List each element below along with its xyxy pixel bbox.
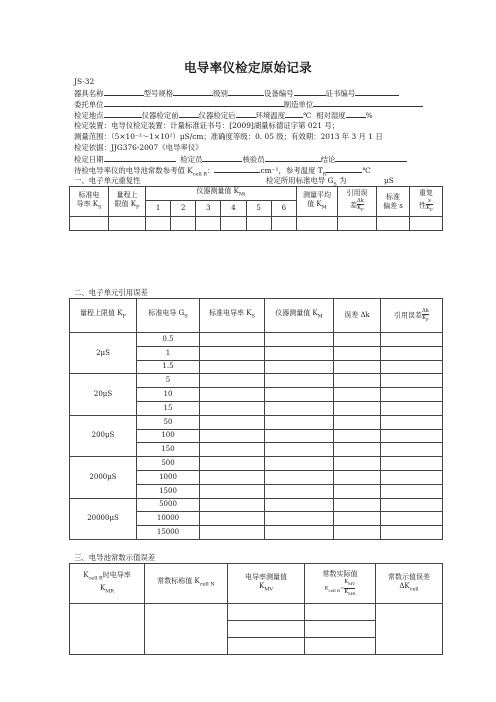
range-cell: 20000μS — [70, 498, 137, 539]
frac-actual — [344, 579, 355, 596]
th-reading-3: 3 — [196, 201, 221, 217]
cell-blank[interactable] — [200, 415, 265, 429]
frac-actual-den-k: K — [344, 588, 349, 595]
std-conductance-cell: 1 — [137, 346, 200, 360]
cell-blank[interactable] — [265, 388, 334, 402]
range-cell: 2000μS — [70, 457, 137, 498]
blank-verifier[interactable] — [202, 154, 242, 162]
th-reading-5: 5 — [246, 201, 271, 217]
th-rep-l2: 性 — [419, 202, 427, 210]
cell-blank[interactable] — [265, 415, 334, 429]
info-line-2 — [74, 99, 423, 110]
error-table-body — [70, 333, 443, 540]
cell-blank[interactable] — [334, 374, 381, 388]
cell-blank[interactable] — [200, 512, 265, 526]
cell-blank[interactable] — [381, 526, 443, 540]
th2-gs-text: 标准电导 G — [148, 309, 185, 318]
table-row — [70, 457, 443, 471]
label-after: 仪器检定后 — [198, 111, 236, 120]
th-std-conductivity-2 — [200, 299, 265, 333]
cell-blank[interactable] — [109, 217, 146, 231]
blank-location[interactable] — [104, 110, 142, 118]
cell-blank[interactable] — [200, 443, 265, 457]
std-conductance-cell: 5000 — [137, 498, 200, 512]
cell-blank[interactable] — [271, 217, 296, 231]
blank-humidity[interactable] — [346, 110, 366, 118]
frac-err2-den — [422, 315, 429, 323]
range-cell: 20μS — [70, 374, 137, 415]
th-range-l1: 量程上 — [116, 190, 138, 199]
info-line-7 — [74, 154, 407, 165]
table-row — [70, 498, 443, 512]
th-constant-error — [376, 564, 443, 604]
std-note-sub: S — [333, 181, 337, 188]
label-model: 型号规格 — [143, 89, 174, 98]
th-instrument-reading — [265, 299, 334, 333]
th-repeatability — [410, 187, 443, 217]
cell-blank[interactable] — [381, 484, 443, 498]
cell-blank[interactable] — [381, 374, 443, 388]
reference-error-table — [69, 298, 443, 540]
frac-err-num: Δk — [357, 198, 364, 205]
cell-blank[interactable] — [334, 512, 381, 526]
table-row — [70, 374, 443, 388]
colon: ： — [207, 166, 215, 175]
label-humidity: 相对湿度 — [316, 111, 346, 120]
frac-rep-num: s — [428, 198, 431, 205]
cell-blank[interactable] — [200, 346, 265, 360]
th-actual-constant: 常数实际值 $K_{cell R}=$ $\frac{K_{MV}}{K_{MR}}$ — [305, 564, 376, 604]
blank-before[interactable] — [179, 110, 199, 118]
cell-blank[interactable] — [145, 604, 228, 655]
th-avg-l1: 测量平均 — [303, 190, 331, 199]
cell-blank[interactable] — [228, 638, 305, 655]
frac-actual-num-sub: MV — [348, 581, 356, 587]
cell-blank[interactable] — [200, 388, 265, 402]
cell-blank[interactable] — [334, 484, 381, 498]
std-conductance-cell: 5 — [137, 374, 200, 388]
cell-constant-table — [69, 563, 443, 655]
th-range-l2: 限值 K — [114, 199, 136, 208]
label-instrument-name: 器具名称 — [74, 89, 104, 98]
th-std-sub: S — [98, 204, 102, 211]
cell-blank[interactable] — [381, 401, 443, 415]
std-conductance-cell: 15000 — [137, 526, 200, 540]
blank-cert-no[interactable] — [355, 88, 399, 96]
info-line-5: 测量范围：（5×10⁻²～1×10²）μS/cm；准确度等级：0. 05 级；有效期：2013 年 3 月 1 日 — [74, 132, 383, 141]
table-row — [70, 415, 443, 429]
cell-blank[interactable] — [265, 526, 334, 540]
cell-blank[interactable] — [305, 638, 376, 655]
cell-blank[interactable] — [171, 217, 196, 231]
std-conductance-cell: 1500 — [137, 484, 200, 498]
th3-nominal: 常数标称值 K — [157, 577, 200, 586]
cell-blank[interactable] — [265, 360, 334, 374]
th2-range-text: 量程上限值 K — [80, 309, 123, 318]
frac-actual-num-k: K — [344, 579, 349, 586]
cell-blank[interactable] — [381, 415, 443, 429]
cell-blank[interactable] — [265, 429, 334, 443]
doc-id: JS-32 — [74, 77, 95, 86]
th-nominal-constant — [145, 564, 228, 604]
cell-blank[interactable] — [146, 217, 171, 231]
cell-blank[interactable] — [381, 333, 443, 347]
cell-blank[interactable] — [334, 401, 381, 415]
std-conductance-cell: 0.5 — [137, 333, 200, 347]
frac-err2-num: Δk — [422, 307, 429, 314]
label-temp: 环境温度 — [255, 111, 286, 120]
table-row — [70, 333, 443, 347]
blank-client[interactable] — [104, 99, 284, 107]
cell-blank[interactable] — [334, 346, 381, 360]
th3-kmv: K — [259, 581, 265, 590]
label-before: 仪器检定前 — [141, 111, 179, 120]
th-avg-sub: M — [321, 204, 327, 211]
cell-blank[interactable] — [265, 333, 334, 347]
frac-err-den — [357, 205, 364, 213]
cell-blank[interactable] — [200, 374, 265, 388]
cell-blank[interactable] — [377, 217, 410, 231]
cell-blank[interactable] — [334, 526, 381, 540]
blank-cell-constant[interactable] — [214, 165, 260, 173]
th-reading-4: 4 — [221, 201, 246, 217]
cell-blank[interactable] — [265, 512, 334, 526]
frac-err-den-sub: F — [361, 207, 364, 213]
th3-k-sub: cell R — [88, 575, 103, 582]
repeatability-table — [69, 186, 443, 231]
cell-blank[interactable] — [334, 457, 381, 471]
range-cell: 200μS — [70, 415, 137, 456]
th-ref-error — [338, 187, 377, 217]
label-cell-constant: 待检电导率仪的电导池常数参考值 K — [74, 166, 193, 175]
label-manufacturer: 制造单位 — [283, 100, 314, 109]
sub-r: R — [322, 171, 327, 178]
blank-device-no[interactable] — [294, 88, 326, 96]
th2-km-sub: M — [317, 313, 323, 320]
cell-blank[interactable] — [246, 217, 271, 231]
th-k-at-cellr — [70, 564, 145, 604]
range-cell: 2μS — [70, 333, 137, 374]
cell-blank[interactable] — [200, 470, 265, 484]
cell-blank[interactable] — [334, 415, 381, 429]
frac-err2-den-sub: F — [426, 317, 429, 323]
blank-instrument-name[interactable] — [104, 88, 144, 96]
cell-blank[interactable] — [265, 484, 334, 498]
th3-nominal-sub: cell N — [199, 581, 215, 588]
label-conclusion: 结论 — [320, 155, 336, 164]
th2-km-text: 仪器测量值 K — [275, 309, 318, 318]
std-note-text: 检定所用标准电导 G — [266, 176, 334, 185]
th-avg-l2: 值 K — [307, 199, 322, 208]
frac-actual-num — [344, 579, 355, 588]
cell-blank[interactable] — [228, 621, 305, 638]
th3-dk-sub: cell — [409, 586, 419, 593]
blank-date[interactable] — [104, 154, 176, 162]
page-title: 电导率仪检定原始记录 — [183, 60, 312, 75]
th2-re-text: 引用误差 — [394, 311, 423, 320]
th-std-conductance — [137, 299, 200, 333]
cell-blank[interactable] — [334, 498, 381, 512]
cell-blank[interactable] — [70, 604, 145, 655]
th-readings — [146, 187, 297, 201]
cell-blank[interactable] — [265, 401, 334, 415]
label-ref-temp: cm⁻¹，参考温度 T — [260, 166, 323, 175]
cell-blank[interactable] — [297, 217, 338, 231]
cell-blank[interactable] — [381, 470, 443, 484]
frac-err2-den-k: K — [422, 314, 427, 321]
th-range-upper — [70, 299, 137, 333]
std-conductance-cell: 500 — [137, 457, 200, 471]
cell-blank[interactable] — [334, 333, 381, 347]
blank-checker[interactable] — [265, 154, 321, 162]
std-conductance-cell: 150 — [137, 443, 200, 457]
section-3-heading: 三、电导池常数示值误差 — [74, 553, 156, 562]
std-conductance-cell: 1000 — [137, 470, 200, 484]
th-rep-l1: 重复 — [419, 189, 433, 198]
cell-blank[interactable] — [70, 217, 109, 231]
cell-blank[interactable] — [334, 443, 381, 457]
th-std-l2: 导率 K — [76, 199, 99, 208]
cell-blank[interactable] — [265, 374, 334, 388]
cell-blank[interactable] — [381, 346, 443, 360]
frac-rep-den-k: K — [426, 205, 431, 212]
frac-err-den-k: K — [357, 205, 362, 212]
label-device-no: 设备编号 — [263, 89, 294, 98]
info-line-4: 检定装置：电导仪检定装置：计量标准证书号：[2009]湖量标德证字第 021 号； — [74, 121, 340, 130]
cell-blank[interactable] — [200, 360, 265, 374]
std-conductance-cell: 10000 — [137, 512, 200, 526]
std-conductance-cell: 10 — [137, 388, 200, 402]
frac-err-2 — [422, 308, 429, 323]
th-readings-text: 仪器测量值 K — [196, 187, 239, 196]
th3-dk: ΔK — [399, 581, 410, 590]
th-error-dk: 误差 Δk — [334, 299, 381, 333]
label-verifier: 检定员 — [180, 155, 203, 164]
info-line-3 — [74, 110, 373, 121]
cell-blank[interactable] — [200, 401, 265, 415]
label-location: 检定地点 — [74, 111, 104, 120]
label-grade: 级别 — [213, 89, 228, 98]
cell-blank[interactable] — [305, 604, 376, 621]
cell-blank[interactable] — [376, 604, 443, 655]
cell-blank[interactable] — [265, 470, 334, 484]
cell-blank[interactable] — [334, 388, 381, 402]
sub-cell-r: cell R — [192, 171, 208, 178]
std-conductance-cell: 100 — [137, 429, 200, 443]
cell-blank[interactable] — [381, 443, 443, 457]
th3-error: 常数示值误差 — [388, 572, 430, 581]
cell-blank[interactable] — [381, 457, 443, 471]
label-checker: 核验员 — [242, 155, 265, 164]
th3-kc-sub: cell R — [328, 588, 340, 594]
cell-blank[interactable] — [381, 388, 443, 402]
label-date: 检定日期 — [74, 155, 104, 164]
cell-blank[interactable] — [305, 621, 376, 638]
frac-rep — [426, 198, 433, 213]
cell-blank[interactable] — [410, 217, 443, 231]
cell-blank[interactable] — [338, 217, 377, 231]
th-err-l2: 差 — [350, 202, 358, 210]
cell-blank[interactable] — [200, 457, 265, 471]
unit-celsius: ℃ — [303, 111, 312, 120]
label-cert-no: 证书编号 — [325, 89, 356, 98]
frac-actual-den — [344, 589, 355, 597]
th3-measured: 电导率测量值 — [245, 572, 287, 581]
std-conductance-cell: 50 — [137, 415, 200, 429]
th3-actual: 常数实际值 — [322, 570, 358, 579]
th-sd-l2: 偏差 s — [383, 201, 403, 210]
std-note-tail: 为 — [336, 176, 347, 185]
label-client: 委托单位 — [74, 100, 104, 109]
th-std-conductivity — [70, 187, 109, 217]
cell-blank[interactable] — [334, 360, 381, 374]
th-reading-2: 2 — [171, 201, 196, 217]
cell-blank[interactable] — [200, 429, 265, 443]
cell-blank[interactable] — [196, 217, 221, 231]
blank-model[interactable] — [173, 88, 213, 96]
std-conductance-cell: 15 — [137, 401, 200, 415]
th-range-sub: F — [135, 204, 140, 211]
cell-blank[interactable] — [200, 484, 265, 498]
info-line-1 — [74, 88, 399, 99]
th3-kc: K — [324, 586, 329, 592]
th3-kmr: K — [99, 583, 106, 592]
th2-gs-sub: S — [184, 313, 188, 320]
frac-actual-den-sub: MR — [348, 590, 356, 596]
cell-blank[interactable] — [200, 526, 265, 540]
cell-blank[interactable] — [381, 512, 443, 526]
section-1-heading: 一、电子单元重复性 — [74, 176, 141, 185]
th-readings-sub: Mi — [238, 191, 246, 198]
cell-blank[interactable] — [200, 333, 265, 347]
th-ref-error-2 — [381, 299, 443, 333]
cell-blank[interactable] — [381, 429, 443, 443]
cell-blank[interactable] — [265, 346, 334, 360]
frac-rep-den-sub: F — [430, 207, 433, 213]
th-reading-6: 6 — [271, 201, 296, 217]
section-1-unit: μS — [384, 176, 394, 185]
th3-kmr-sub: MR — [105, 587, 115, 594]
cell-blank[interactable] — [381, 360, 443, 374]
blank-temp[interactable] — [285, 110, 303, 118]
info-line-6: 检定依据：JJG376-2007《电导率仪》 — [74, 143, 203, 152]
th-err-l1: 引用误 — [346, 189, 368, 198]
std-conductance-cell: 1.5 — [137, 360, 200, 374]
cell-blank[interactable] — [265, 443, 334, 457]
frac-rep-den — [426, 205, 433, 213]
cell-blank[interactable] — [334, 429, 381, 443]
cell-blank[interactable] — [221, 217, 246, 231]
th3-kmv-sub: MV — [264, 586, 273, 593]
cell-blank[interactable] — [334, 470, 381, 484]
th-avg — [297, 187, 338, 217]
blank-ref-temp[interactable] — [326, 165, 362, 173]
section-2-heading: 二、电子单元引用误差 — [74, 288, 148, 297]
blank-after[interactable] — [236, 110, 256, 118]
th-range-limit — [109, 187, 146, 217]
th2-ks-text: 标准电导率 K — [209, 309, 252, 318]
th3-k-tail: 时电导率 — [102, 571, 131, 580]
th-reading-1: 1 — [146, 201, 171, 217]
cell-blank[interactable] — [381, 498, 443, 512]
blank-manufacturer[interactable] — [313, 99, 423, 107]
th-std-dev — [377, 187, 410, 217]
th-sd-l1: 标准 — [386, 192, 400, 201]
cell-blank[interactable] — [265, 457, 334, 471]
blank-conclusion[interactable] — [335, 154, 407, 162]
th-std-l1: 标准电 — [78, 190, 100, 199]
frac-err — [357, 198, 364, 213]
th3-k: K — [83, 571, 89, 580]
th2-ks-sub: S — [251, 313, 255, 320]
cell-blank[interactable] — [228, 604, 305, 621]
cell-blank[interactable] — [200, 498, 265, 512]
blank-grade[interactable] — [228, 88, 264, 96]
th2-range-sub: F — [122, 313, 126, 320]
unit-percent: % — [365, 111, 373, 120]
cell-blank[interactable] — [265, 498, 334, 512]
unit-celsius-2: ℃ — [362, 166, 371, 175]
th-measured-conductivity — [228, 564, 305, 604]
